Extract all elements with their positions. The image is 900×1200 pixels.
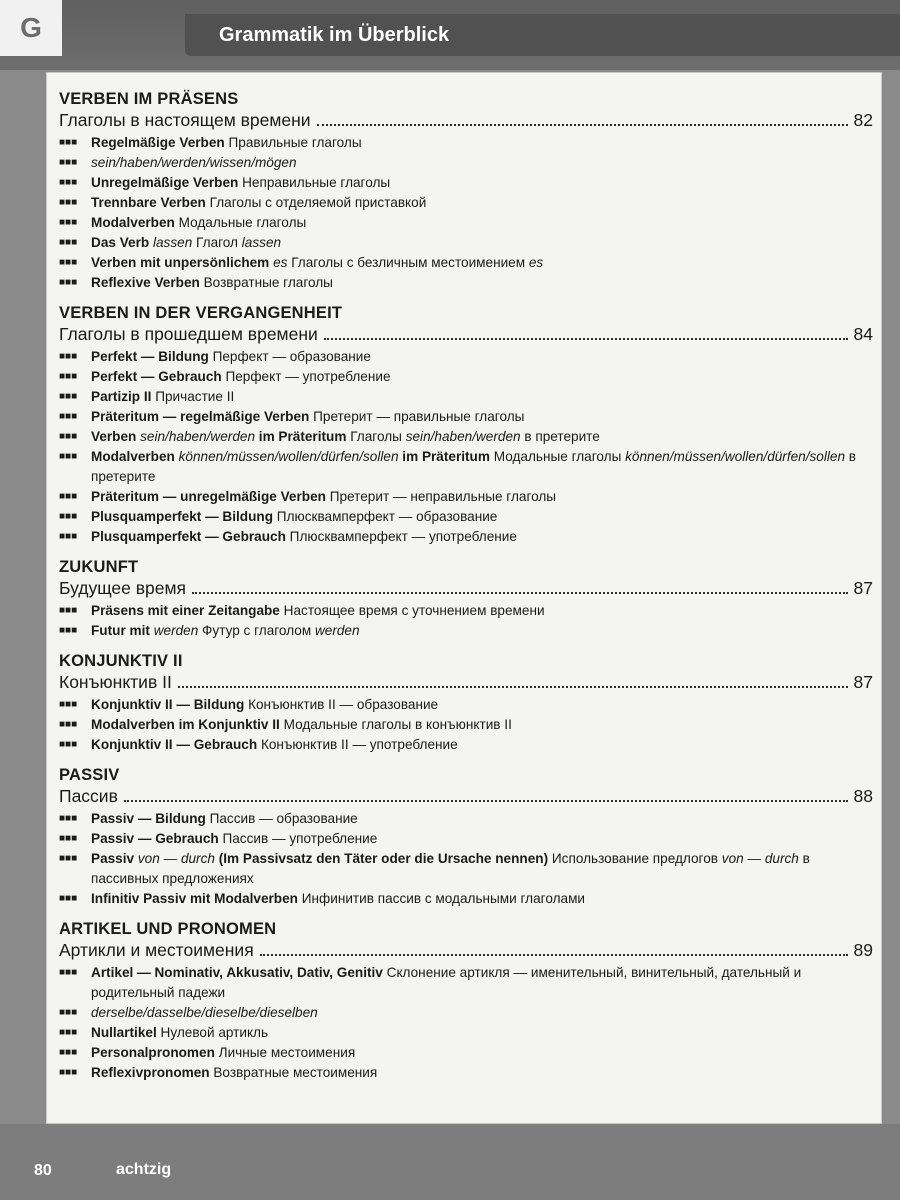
list-item: [59, 213, 873, 233]
item-text-part: Artikel — Nominativ, Akkusativ, Dativ, Genitiv: [91, 965, 383, 980]
bullet-squares-icon: ■■■: [59, 1027, 78, 1038]
bullet-squares-icon: ■■■: [59, 967, 78, 978]
list-item: [59, 367, 873, 387]
item-text-part: Unregelmäßige Verben: [91, 175, 239, 190]
section-subtitle: Пассив: [59, 786, 118, 806]
bullet-squares-icon: ■■■: [59, 833, 78, 844]
item-text-part: Плюсквамперфект — употребление: [285, 529, 517, 544]
toc-section: [59, 765, 873, 909]
item-text-part: sein/haben/werden: [140, 429, 256, 444]
item-text-part: Претерит — правильные глаголы: [309, 409, 525, 424]
section-title: VERBEN IN DER VERGANGENHEIT: [59, 304, 343, 322]
item-text-part: Плюсквамперфект — образование: [273, 509, 498, 524]
section-page-number: 89: [853, 940, 873, 960]
item-text-part: im Präteritum: [398, 449, 490, 464]
section-entry[interactable]: [59, 939, 873, 961]
list-item: [59, 715, 873, 735]
section-items: [59, 963, 873, 1083]
footer-page-number: 80: [34, 1162, 52, 1179]
item-text-part: sein/haben/werden/wissen/mögen: [91, 155, 297, 170]
bullet-squares-icon: ■■■: [59, 257, 78, 268]
bullet-squares-icon: ■■■: [59, 451, 78, 462]
section-title: KONJUNKTIV II: [59, 652, 183, 670]
list-item: [59, 387, 873, 407]
item-text-part: Конъюнктив II — употребление: [257, 737, 458, 752]
section-page-number: 87: [853, 578, 873, 598]
item-text-part: Passiv: [91, 851, 138, 866]
item-text-part: Trennbare Verben: [91, 195, 206, 210]
item-text-part: Возвратные местоимения: [209, 1065, 378, 1080]
section-subtitle: Глаголы в настоящем времени: [59, 110, 311, 130]
section-subtitle: Глаголы в прошедшем времени: [59, 324, 318, 344]
section-items: [59, 601, 873, 641]
bullet-squares-icon: ■■■: [59, 351, 78, 362]
bullet-squares-icon: ■■■: [59, 853, 78, 864]
contents-panel: [46, 72, 882, 1124]
item-text-part: Перфект — образование: [208, 349, 371, 364]
item-text-part: Plusquamperfekt — Gebrauch: [91, 529, 286, 544]
section-page-number: 82: [853, 110, 873, 130]
section-items: [59, 133, 873, 293]
section-entry[interactable]: [59, 577, 873, 599]
item-text-part: Глаголы с отделяемой приставкой: [205, 195, 427, 210]
item-text-part: Partizip II: [91, 389, 152, 404]
item-text-part: Verben: [91, 429, 141, 444]
section-page-number: 88: [853, 786, 873, 806]
item-text-part: Futur mit: [91, 623, 154, 638]
item-text-part: в претерите: [91, 449, 857, 484]
bullet-squares-icon: ■■■: [59, 605, 78, 616]
bullet-squares-icon: ■■■: [59, 699, 78, 710]
item-text-part: werden: [153, 623, 199, 638]
bullet-squares-icon: ■■■: [59, 531, 78, 542]
table-of-contents: [59, 89, 873, 1093]
list-item: [59, 273, 873, 293]
section-subtitle: Конъюнктив II: [59, 672, 172, 692]
item-text-part: Модальные глаголы: [174, 215, 307, 230]
section-title: PASSIV: [59, 766, 120, 784]
section-title: ARTIKEL UND PRONOMEN: [59, 920, 277, 938]
item-text-part: Пассив — образование: [205, 811, 358, 826]
item-text-part: Нулевой артикль: [156, 1025, 269, 1040]
item-text-part: Reflexivpronomen: [91, 1065, 210, 1080]
item-text-part: lassen: [152, 235, 193, 250]
item-text-part: Perfekt — Gebrauch: [91, 369, 222, 384]
list-item: [59, 849, 873, 889]
item-text-part: (Im Passivsatz den Täter oder die Ursache nennen): [214, 851, 549, 866]
section-entry[interactable]: [59, 671, 873, 693]
item-text-part: Nullartikel: [91, 1025, 157, 1040]
dot-leader: [324, 337, 848, 340]
item-text-part: Perfekt — Bildung: [91, 349, 209, 364]
item-text-part: Инфинитив пассив с модальными глаголами: [297, 891, 586, 906]
list-item: [59, 407, 873, 427]
section-items: [59, 809, 873, 909]
bullet-squares-icon: ■■■: [59, 371, 78, 382]
item-text-part: Modalverben im Konjunktiv II: [91, 717, 280, 732]
list-item: [59, 427, 873, 447]
item-text-part: Plusquamperfekt — Bildung: [91, 509, 274, 524]
list-item: [59, 695, 873, 715]
item-text-part: lassen: [241, 235, 282, 250]
bullet-squares-icon: ■■■: [59, 277, 78, 288]
section-subtitle: Артикли и местоимения: [59, 940, 254, 960]
item-text-part: Modalverben: [91, 215, 175, 230]
bullet-squares-icon: ■■■: [59, 813, 78, 824]
bullet-squares-icon: ■■■: [59, 625, 78, 636]
section-tab-letter: G: [0, 0, 62, 56]
item-text-part: Перфект — употребление: [221, 369, 391, 384]
item-text-part: Infinitiv Passiv mit Modalverben: [91, 891, 298, 906]
bullet-squares-icon: ■■■: [59, 137, 78, 148]
list-item: [59, 889, 873, 909]
list-item: [59, 447, 873, 487]
list-item: [59, 963, 873, 1003]
item-text-part: Неправильные глаголы: [238, 175, 391, 190]
item-text-part: Личные местоимения: [214, 1045, 356, 1060]
bullet-squares-icon: ■■■: [59, 177, 78, 188]
item-text-part: Модальные глаголы: [489, 449, 626, 464]
toc-section: [59, 89, 873, 293]
item-text-part: Правильные глаголы: [224, 135, 362, 150]
list-item: [59, 601, 873, 621]
item-text-part: Reflexive Verben: [91, 275, 200, 290]
item-text-part: Passiv — Bildung: [91, 811, 206, 826]
item-text-part: Verben mit unpersönlichem: [91, 255, 274, 270]
list-item: [59, 809, 873, 829]
item-text-part: sein/haben/werden: [405, 429, 521, 444]
list-item: [59, 1003, 873, 1023]
list-item: [59, 507, 873, 527]
list-item: [59, 193, 873, 213]
section-entry[interactable]: [59, 323, 873, 345]
list-item: [59, 829, 873, 849]
list-item: [59, 621, 873, 641]
item-text-part: von — durch: [137, 851, 215, 866]
item-text-part: Глагол: [192, 235, 242, 250]
item-text-part: Präteritum — regelmäßige Verben: [91, 409, 310, 424]
item-text-part: Конъюнктив II — образование: [244, 697, 439, 712]
item-text-part: Konjunktiv II — Gebrauch: [91, 737, 258, 752]
footer-page-word: achtzig: [116, 1161, 172, 1178]
bullet-squares-icon: ■■■: [59, 893, 78, 904]
item-text-part: Глаголы с безличным местоимением: [287, 255, 529, 270]
item-text-part: Модальные глаголы в конъюнктив II: [279, 717, 512, 732]
item-text-part: Использование предлогов: [548, 851, 722, 866]
item-text-part: Konjunktiv II — Bildung: [91, 697, 245, 712]
list-item: [59, 1063, 873, 1083]
bullet-squares-icon: ■■■: [59, 237, 78, 248]
item-text-part: Склонение артикля — именительный, винительный, дательный и родительный падежи: [91, 965, 802, 1000]
item-text-part: es: [528, 255, 544, 270]
section-title: ZUKUNFT: [59, 558, 139, 576]
dot-leader: [178, 685, 848, 688]
list-item: [59, 1023, 873, 1043]
item-text-part: Präsens mit einer Zeitangabe: [91, 603, 280, 618]
bullet-squares-icon: ■■■: [59, 739, 78, 750]
item-text-part: werden: [314, 623, 360, 638]
item-text-part: von — durch: [721, 851, 799, 866]
bullet-squares-icon: ■■■: [59, 491, 78, 502]
item-text-part: Пассив — употребление: [218, 831, 378, 846]
item-text-part: Regelmäßige Verben: [91, 135, 225, 150]
item-text-part: Претерит — неправильные глаголы: [325, 489, 557, 504]
section-page-number: 84: [853, 324, 873, 344]
list-item: [59, 173, 873, 193]
toc-section: [59, 303, 873, 547]
section-items: [59, 695, 873, 755]
list-item: [59, 1043, 873, 1063]
item-text-part: Präteritum — unregelmäßige Verben: [91, 489, 326, 504]
page-title: Grammatik im Überblick: [185, 14, 900, 56]
item-text-part: Причастие II: [151, 389, 235, 404]
section-entry[interactable]: [59, 109, 873, 131]
bullet-squares-icon: ■■■: [59, 1047, 78, 1058]
item-text-part: Настоящее время с уточнением времени: [279, 603, 545, 618]
dot-leader: [192, 591, 848, 594]
bullet-squares-icon: ■■■: [59, 1067, 78, 1078]
item-text-part: Personalpronomen: [91, 1045, 215, 1060]
toc-section: [59, 557, 873, 641]
section-title: VERBEN IM PRÄSENS: [59, 90, 239, 108]
list-item: [59, 253, 873, 273]
item-text-part: Футур с глаголом: [198, 623, 315, 638]
bullet-squares-icon: ■■■: [59, 719, 78, 730]
bullet-squares-icon: ■■■: [59, 157, 78, 168]
list-item: [59, 487, 873, 507]
item-text-part: können/müssen/wollen/dürfen/sollen: [178, 449, 399, 464]
item-text-part: в пассивных предложениях: [91, 851, 810, 886]
list-item: [59, 133, 873, 153]
section-page-number: 87: [853, 672, 873, 692]
bullet-squares-icon: ■■■: [59, 391, 78, 402]
bullet-squares-icon: ■■■: [59, 431, 78, 442]
toc-section: [59, 651, 873, 755]
section-items: [59, 347, 873, 547]
dot-leader: [317, 123, 848, 126]
item-text-part: Возвратные глаголы: [199, 275, 333, 290]
dot-leader: [124, 799, 848, 802]
bullet-squares-icon: ■■■: [59, 197, 78, 208]
item-text-part: Das Verb: [91, 235, 153, 250]
item-text-part: Passiv — Gebrauch: [91, 831, 219, 846]
item-text-part: im Präteritum: [255, 429, 347, 444]
bullet-squares-icon: ■■■: [59, 217, 78, 228]
item-text-part: Modalverben: [91, 449, 179, 464]
item-text-part: können/müssen/wollen/dürfen/sollen: [625, 449, 846, 464]
dot-leader: [260, 953, 848, 956]
item-text-part: Глаголы: [346, 429, 406, 444]
item-text-part: es: [273, 255, 288, 270]
toc-section: [59, 919, 873, 1083]
list-item: [59, 527, 873, 547]
section-subtitle: Будущее время: [59, 578, 187, 598]
item-text-part: derselbe/dasselbe/dieselbe/dieselben: [91, 1005, 318, 1020]
bullet-squares-icon: ■■■: [59, 411, 78, 422]
bullet-squares-icon: ■■■: [59, 511, 78, 522]
list-item: [59, 347, 873, 367]
bullet-squares-icon: ■■■: [59, 1007, 78, 1018]
list-item: [59, 153, 873, 173]
section-entry[interactable]: [59, 785, 873, 807]
item-text-part: в претерите: [520, 429, 600, 444]
header-bar: [0, 0, 900, 70]
list-item: [59, 735, 873, 755]
list-item: [59, 233, 873, 253]
